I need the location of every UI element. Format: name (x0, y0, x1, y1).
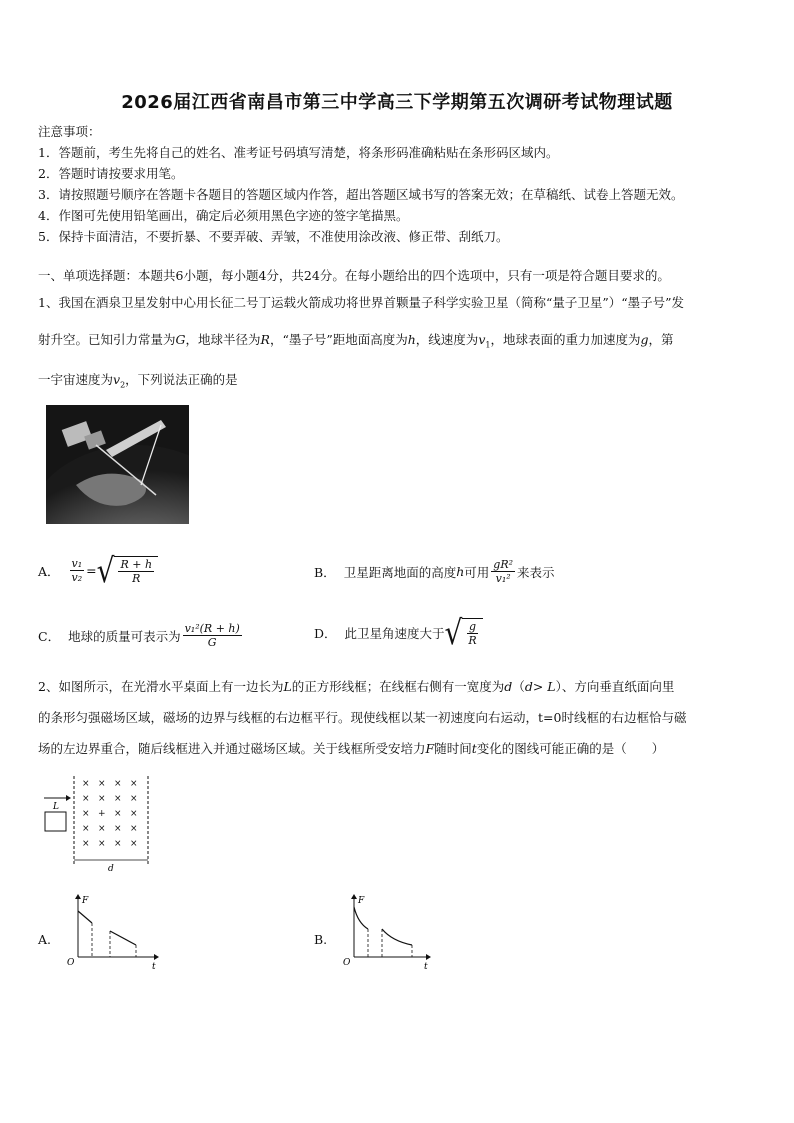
svg-text:×: × (98, 824, 106, 834)
svg-text:×: × (98, 794, 106, 804)
q1-option-b[interactable]: B． 卫星距离地面的高度 h 可用 $\frac{\text{gR²}}{\text{v₁²}}$ 来表示 (314, 558, 555, 585)
svg-text:×: × (130, 839, 138, 849)
q2-line1: 2、如图所示，在光滑水平桌面上有一边长为L的正方形线框；在线框右侧有一宽度为d（d> L）、方向垂直纸面向里 (38, 679, 675, 694)
svg-text:×: × (82, 824, 90, 834)
svg-text:×: × (130, 779, 138, 789)
svg-text:O: O (343, 958, 351, 968)
notice-item-4: 4．作图可先使用铅笔画出，确定后必须用黑色字迹的签字笔描黑。 (38, 208, 409, 223)
q2-option-a[interactable]: A. (38, 932, 52, 947)
notice-item-1: 1．答题前，考生先将自己的姓名、准考证号码填写清楚，将条形码准确粘贴在条形码区域内。 (38, 145, 559, 160)
fraction: $\frac{\text{gR²}}{\text{v₁²}}$ (493, 558, 514, 585)
q1-line2: 射升空。已知引力常量为G，地球半径为R，“墨子号”距地面高度为h，线速度为$v_1$，地球表面的重力加速度为g，第 (38, 332, 674, 350)
q2-line3: 场的左边界重合，随后线框进入并通过磁场区域。关于线框所受安培力F随时间t变化的图线可能正确的是（ ） (38, 741, 665, 756)
sqrt: √ $\frac{R + h}{R}$ (97, 556, 158, 585)
q1-line3: 一宇宙速度为$v_2$，下列说法正确的是 (38, 372, 238, 390)
sqrt: √ $\frac{g}{R}$ (445, 618, 483, 647)
graph-b (340, 893, 440, 973)
label-L: L (53, 802, 59, 812)
svg-text:×: × (82, 809, 90, 819)
fraction: $\frac{\text{v₁²(R + h)}}{G}$ (184, 622, 240, 649)
svg-text:+: + (98, 809, 106, 819)
page-title: 2026届江西省南昌市第三中学高三下学期第五次调研考试物理试题 (121, 92, 673, 113)
notice-item-2: 2．答题时请按要求用笔。 (38, 166, 184, 181)
svg-text:×: × (114, 794, 122, 804)
svg-text:t: t (424, 962, 428, 972)
svg-text:×: × (82, 794, 90, 804)
svg-text:×: × (114, 779, 122, 789)
svg-text:×: × (130, 824, 138, 834)
q2-line2: 的条形匀强磁场区域，磁场的边界与线框的右边框平行。现使线框以某一初速度向右运动，t=0时线框的右边框恰与磁 (38, 710, 687, 725)
svg-text:F: F (358, 896, 365, 906)
notice-item-3: 3．请按照题号顺序在答题卡各题目的答题区域内作答，超出答题区域书写的答案无效；在草稿纸、试卷上答题无效。 (38, 187, 684, 202)
svg-text:t: t (152, 962, 156, 972)
svg-text:×: × (130, 794, 138, 804)
svg-text:×: × (114, 809, 122, 819)
fraction: $\frac{\text{v₁}}{\text{v₂}}$ (71, 557, 83, 584)
q1-option-a[interactable]: A． $\frac{\text{v₁}}{\text{v₂}}$ = √ $\frac{R + h}{R}$ (38, 556, 158, 585)
notice-item-5: 5．保持卡面清洁，不要折暴、不要弄破、弄皱，不准使用涂改液、修正带、刮纸刀。 (38, 229, 509, 244)
svg-text:×: × (114, 839, 122, 849)
graph-a (64, 893, 164, 973)
label-d: d (108, 864, 114, 874)
q1-option-d[interactable]: D． 此卫星角速度大于 √ $\frac{g}{R}$ (314, 618, 483, 647)
notice-heading: 注意事项： (38, 124, 101, 139)
svg-text:×: × (82, 839, 90, 849)
svg-text:F: F (82, 896, 89, 906)
svg-text:×: × (98, 779, 106, 789)
satellite-photo (46, 405, 189, 524)
svg-text:×: × (98, 839, 106, 849)
svg-text:×: × (82, 779, 90, 789)
svg-text:×: × (114, 824, 122, 834)
q2-option-b[interactable]: B. (314, 932, 328, 947)
q1-line1: 1、我国在酒泉卫星发射中心用长征二号丁运载火箭成功将世界首颗量子科学实验卫星（简称“量子卫星”）“墨子号”发 (38, 295, 685, 310)
q1-option-c[interactable]: C． 地球的质量可表示为 $\frac{\text{v₁²(R + h)}}{G}$ (38, 622, 240, 649)
svg-text:×: × (130, 809, 138, 819)
section-heading: 一、单项选择题：本题共6小题，每小题4分，共24分。在每小题给出的四个选项中，只有一项是符合题目要求的。 (38, 268, 670, 283)
magnetic-field-figure (38, 774, 158, 874)
svg-text:O: O (67, 958, 75, 968)
